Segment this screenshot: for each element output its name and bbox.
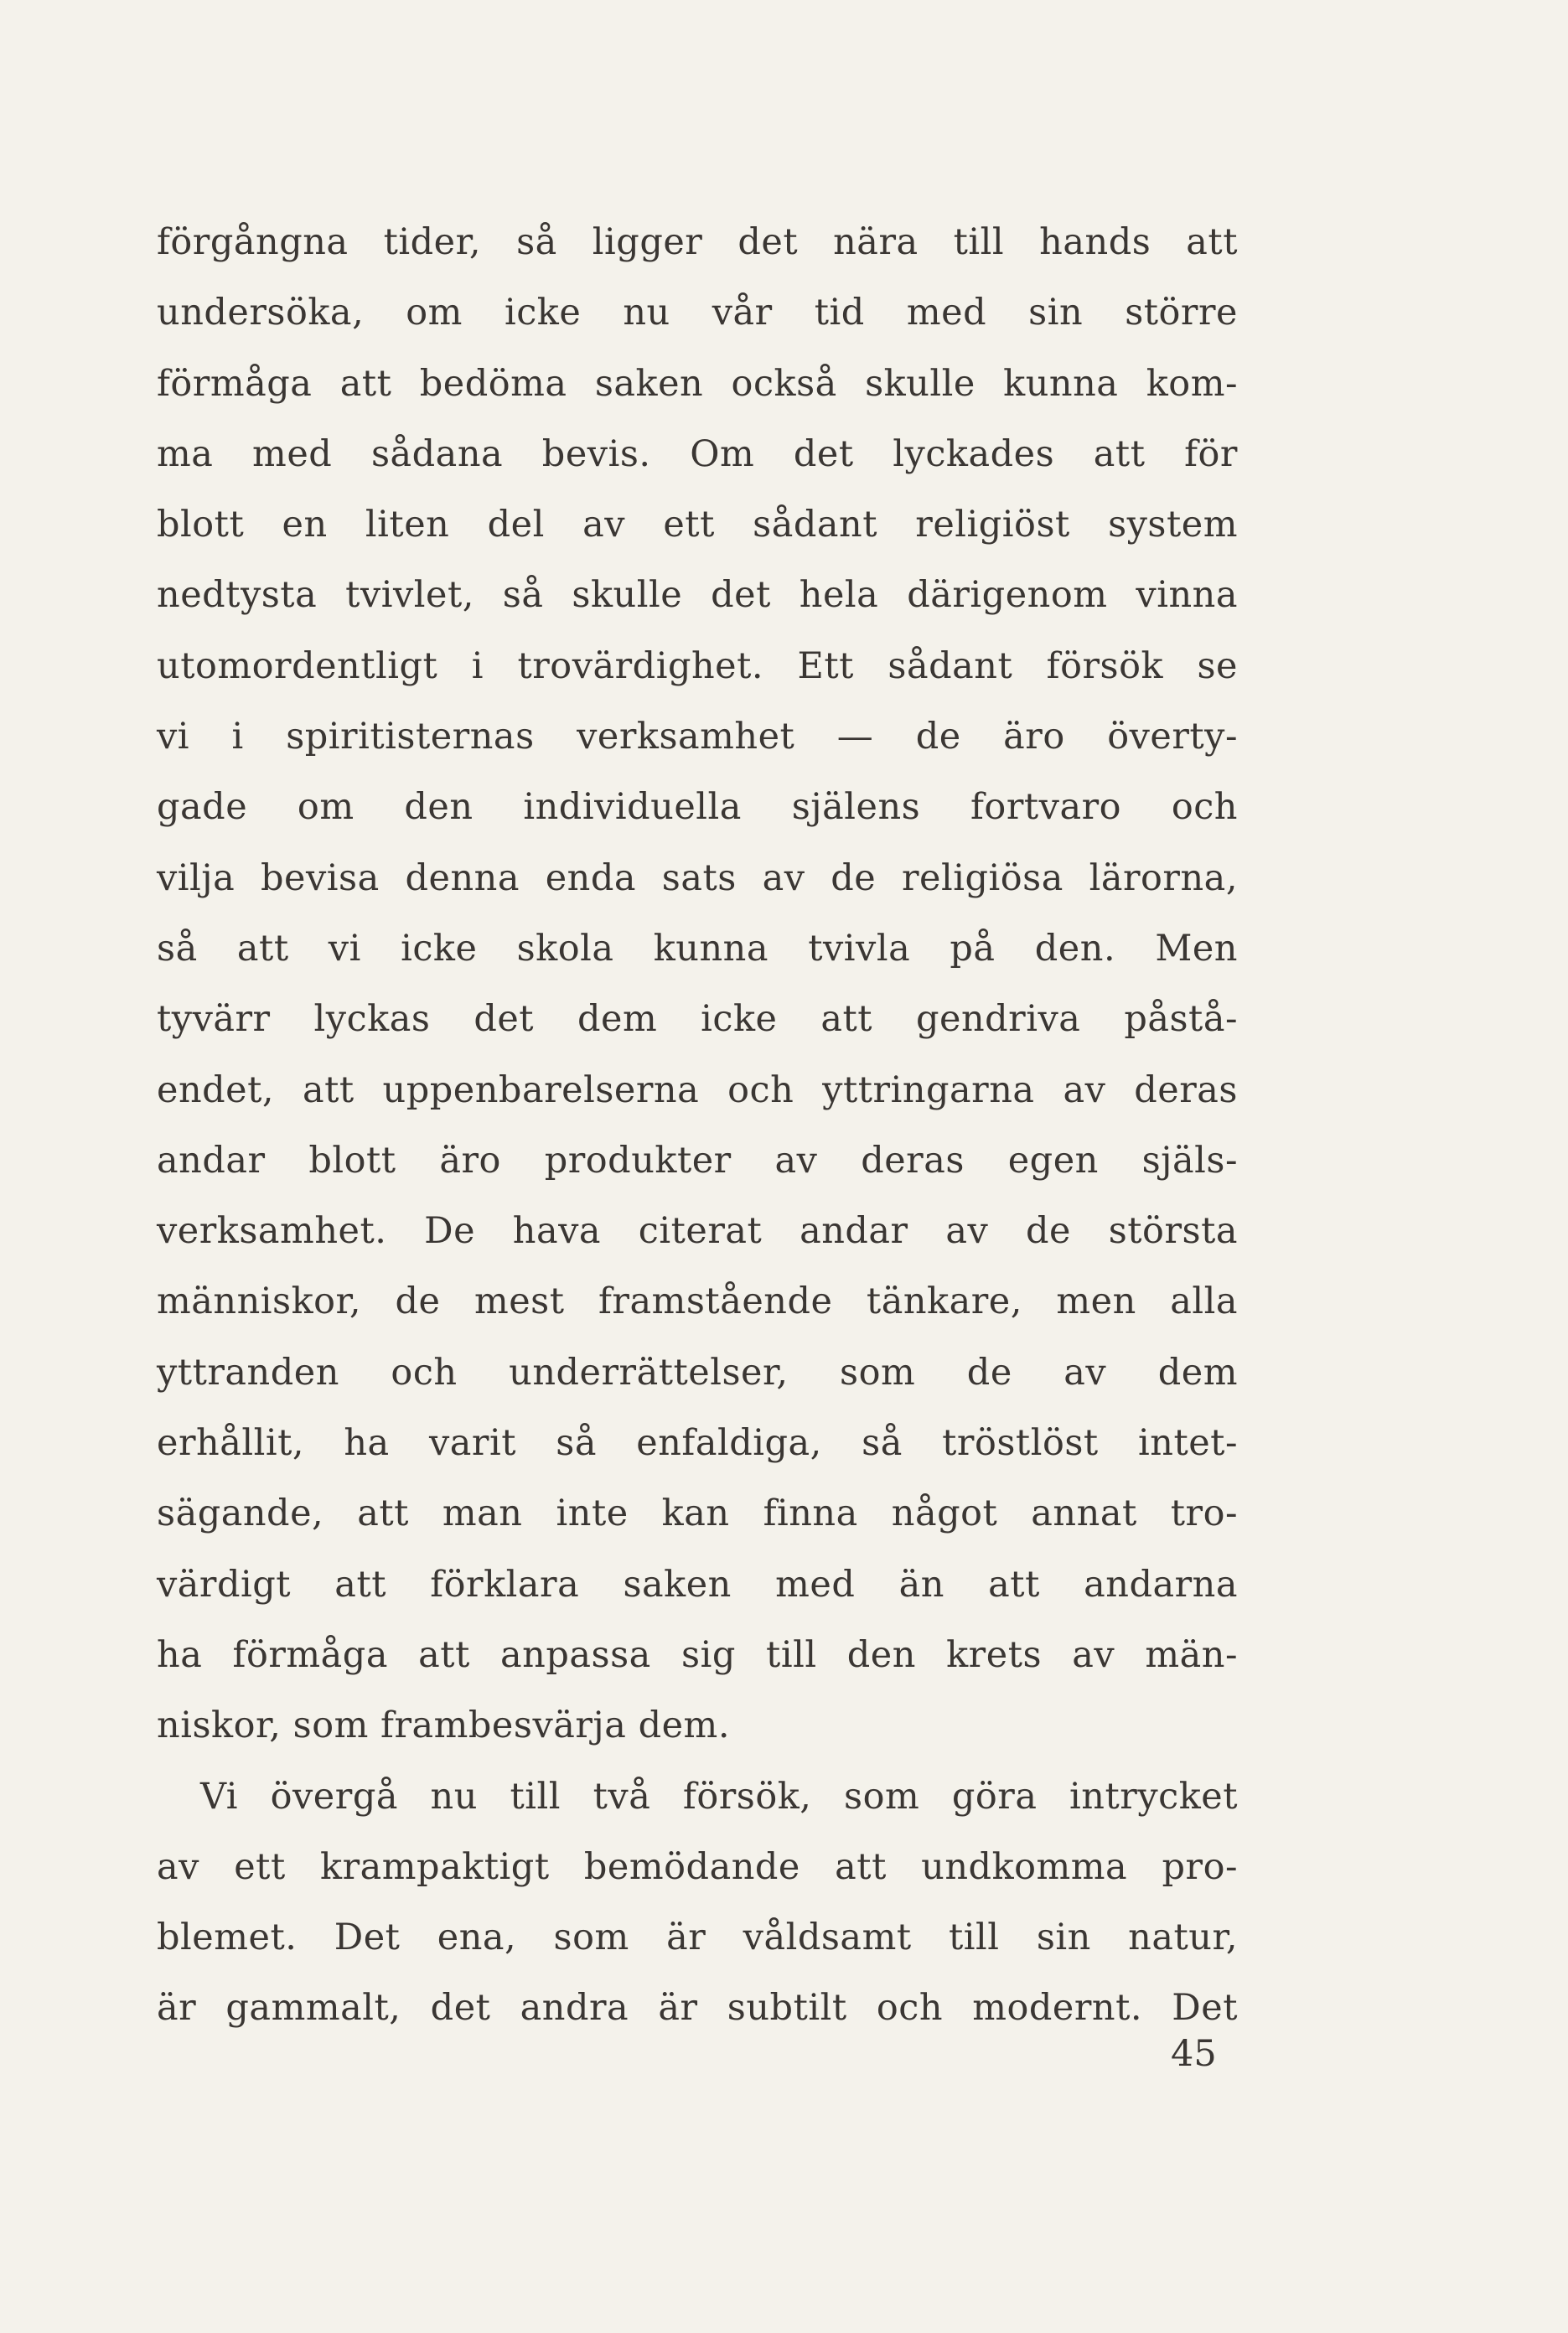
text-line: niskor, som frambesvärja dem.	[157, 1704, 730, 1747]
text-line: värdigt att förklara saken med än att andarna	[157, 1563, 1238, 1606]
text-line: vi i spiritisternas verksamhet — de äro överty-	[157, 716, 1238, 758]
text-line: endet, att uppenbarelserna och yttringarna av deras	[157, 1068, 1238, 1111]
text-line: människor, de mest framstående tänkare, men alla	[157, 1280, 1238, 1323]
body-text	[157, 207, 1238, 2044]
text-line: undersöka, om icke nu vår tid med sin större	[157, 292, 1238, 334]
text-line: tyvärr lyckas det dem icke att gendriva påstå-	[157, 998, 1238, 1041]
text-line: förgångna tider, så ligger det nära till hands att	[157, 221, 1238, 263]
text-line: blemet. Det ena, som är våldsamt till sin natur,	[157, 1917, 1238, 1959]
text-line: gade om den individuella själens fortvaro och	[157, 786, 1238, 829]
text-line: så att vi icke skola kunna tvivla på den. Men	[157, 927, 1238, 970]
text-line: av ett krampaktigt bemödande att undkomma pro-	[157, 1845, 1238, 1888]
text-line: erhållit, ha varit så enfaldiga, så tröstlöst intet-	[157, 1422, 1238, 1465]
text-line: andar blott äro produkter av deras egen själs-	[157, 1139, 1238, 1182]
text-line: yttranden och underrättelser, som de av dem	[157, 1351, 1238, 1394]
text-line: utomordentligt i trovärdighet. Ett sådant försök se	[157, 644, 1238, 687]
text-line: nedtysta tvivlet, så skulle det hela därigenom vinna	[157, 574, 1238, 617]
text-line: ha förmåga att anpassa sig till den krets av män-	[157, 1633, 1238, 1676]
text-line: förmåga att bedöma saken också skulle kunna kom-	[157, 362, 1238, 405]
page-number: 45	[1171, 2033, 1217, 2075]
text-line: Vi övergå nu till två försök, som göra intrycket	[200, 1775, 1238, 1818]
text-line: är gammalt, det andra är subtilt och modernt. Det	[157, 1987, 1238, 2030]
text-line: ma med sådana bevis. Om det lyckades att för	[157, 432, 1238, 475]
text-line: sägande, att man inte kan finna något annat tro-	[157, 1492, 1238, 1535]
text-line: vilja bevisa denna enda sats av de religiösa lärorna,	[157, 856, 1238, 899]
text-line: verksamhet. De hava citerat andar av de största	[157, 1210, 1238, 1253]
text-line: blott en liten del av ett sådant religiöst system	[157, 504, 1238, 546]
